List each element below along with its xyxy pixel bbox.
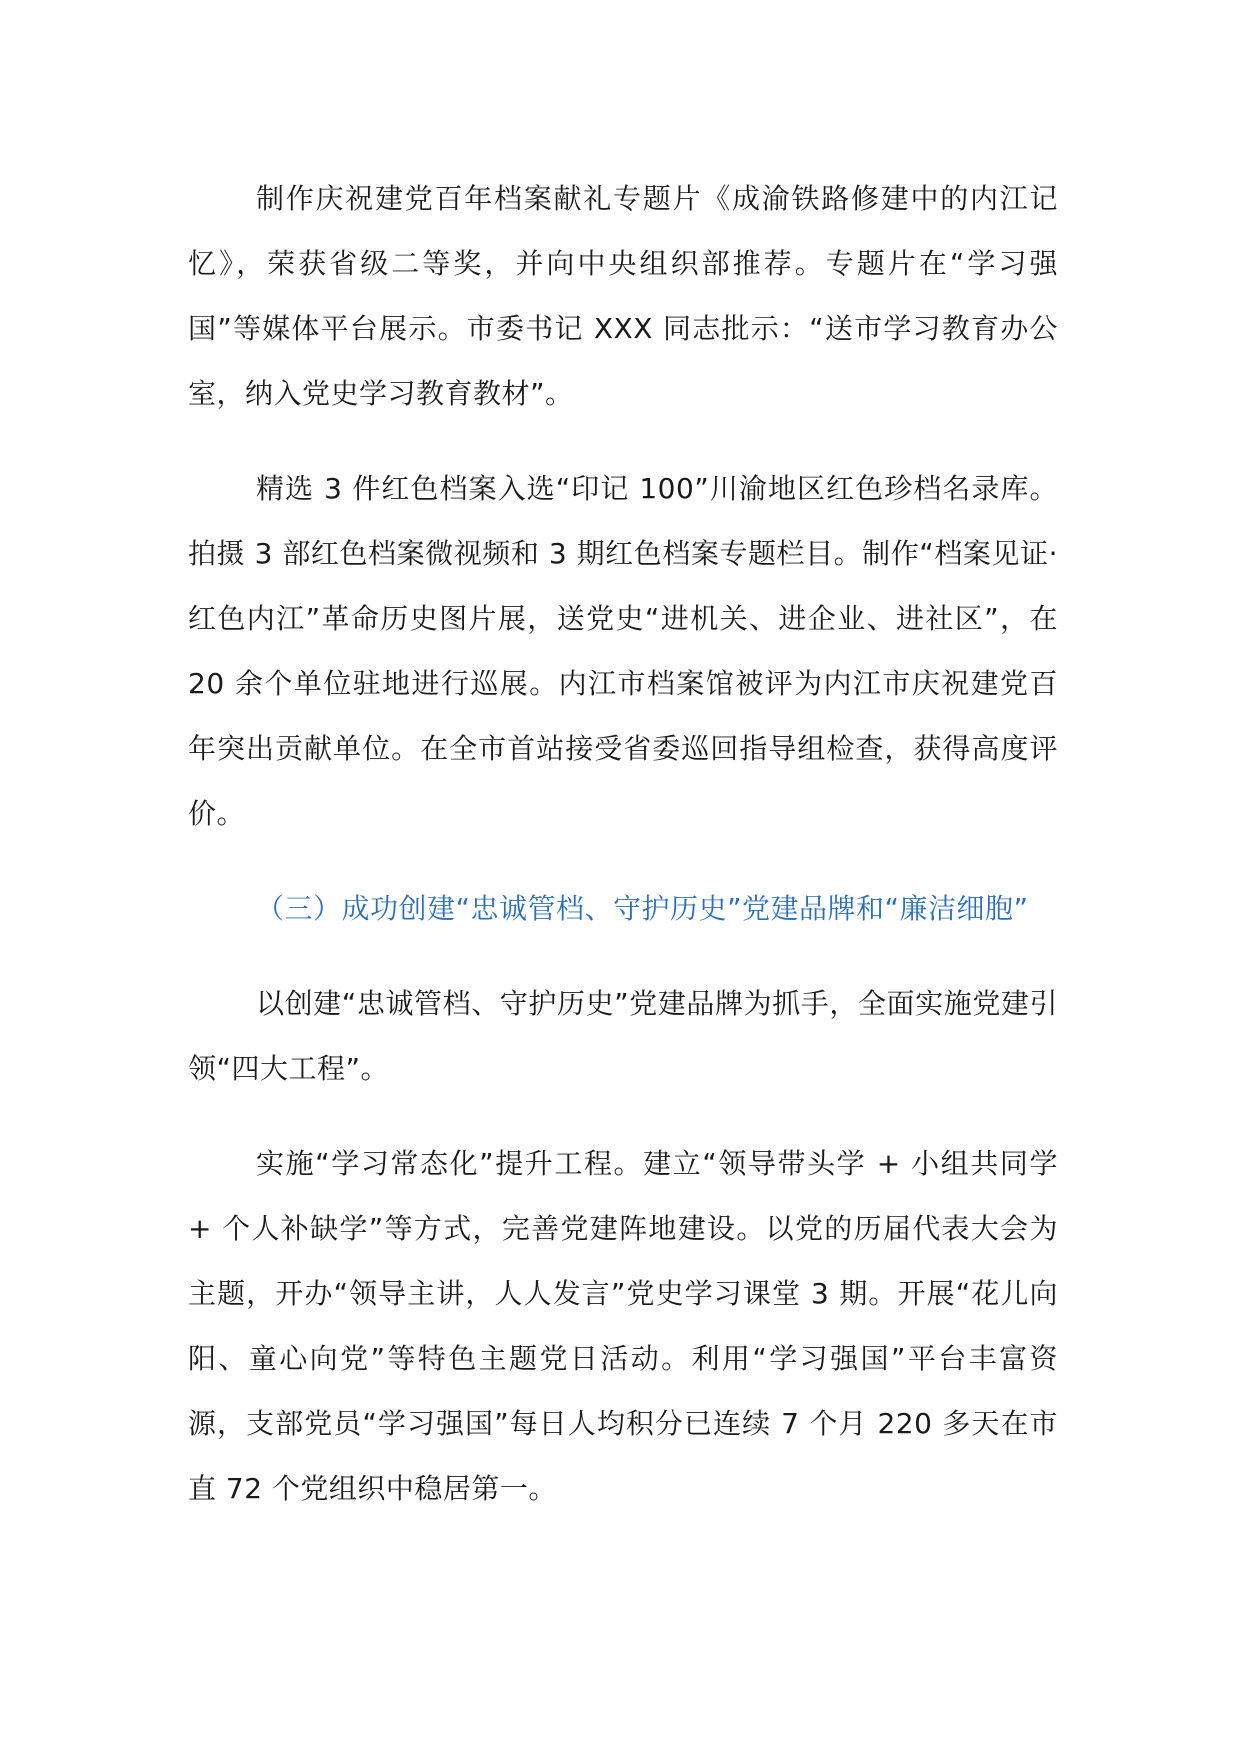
paragraph-study-project: 实施“学习常态化”提升工程。建立“领导带头学 + 小组共同学 + 个人补缺学”等方式，完善党建阵地建设。以党的历届代表大会为主题，开办“领导主讲，人人发言”党史学习课堂 3 期。开展“花儿向阳、童心向党”等特色主题党日活动。利用“学习强国”平台丰富资源，支部党员“学习强国”每日人均积分已连续 7 个月 220 多天在市直 72 个党组织中稳居第一。	[188, 1147, 1058, 1505]
section-heading: （三）成功创建“忠诚管档、守护历史”党建品牌和“廉洁细胞”	[256, 892, 1029, 925]
paragraph-documentary: 制作庆祝建党百年档案献礼专题片《成渝铁路修建中的内江记忆》，荣获省级二等奖，并向中央组织部推荐。专题片在“学习强国”等媒体平台展示。市委书记 XXX 同志批示：“送市学习教育办公室，纳入党史学习教育教材”。	[188, 182, 1058, 410]
paragraph-red-archives: 精选 3 件红色档案入选“印记 100”川渝地区红色珍档名录库。拍摄 3 部红色档案微视频和 3 期红色档案专题栏目。制作“档案见证·红色内江”革命历史图片展，送党史“进机关、进企业、进社区”，在 20 余个单位驻地进行巡展。内江市档案馆被评为内江市庆祝建党百年突出贡献单位。在全市首站接受省委巡回指导组检查，获得高度评价。	[188, 472, 1058, 830]
paragraph-party-brand: 以创建“忠诚管档、守护历史”党建品牌为抓手，全面实施党建引领“四大工程”。	[188, 987, 1058, 1085]
document-page	[188, 166, 1058, 1551]
